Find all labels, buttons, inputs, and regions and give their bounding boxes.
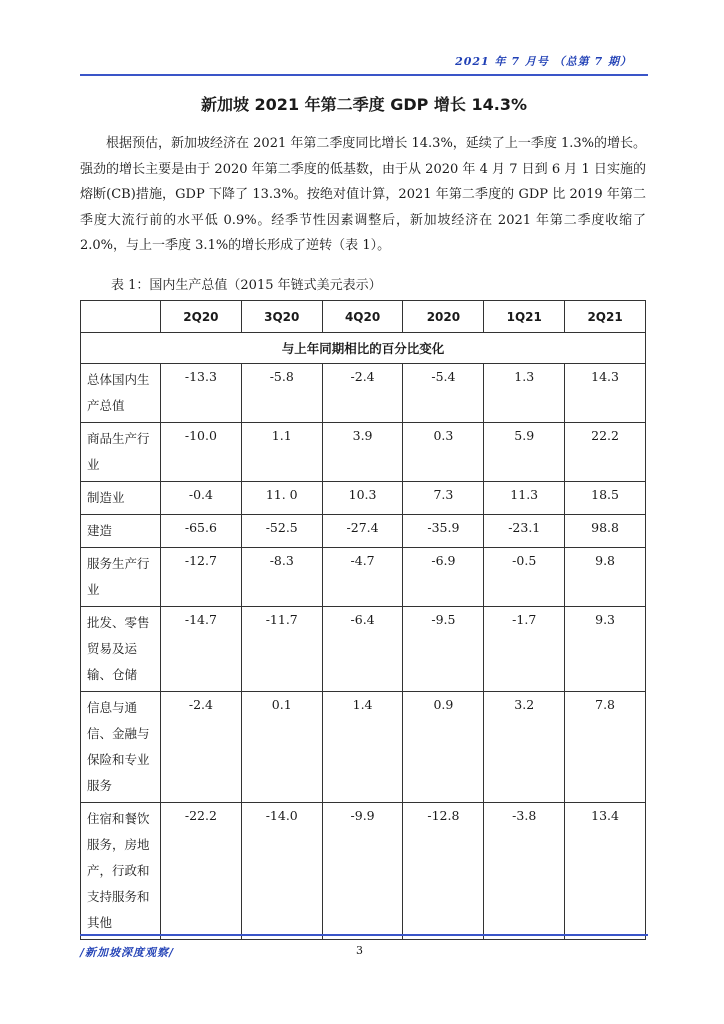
table-row (81, 364, 646, 423)
table-cell: 18.5 (565, 482, 646, 515)
table-cell: 1.4 (322, 692, 403, 803)
table-cell: -52.5 (241, 515, 322, 548)
gdp-table (80, 300, 646, 940)
table-cell: -5.4 (403, 364, 484, 423)
table-cell: -27.4 (322, 515, 403, 548)
section-row (81, 333, 646, 364)
table-row (81, 482, 646, 515)
table-cell: -14.7 (161, 607, 242, 692)
table-cell: 3.9 (322, 423, 403, 482)
issue-header: 2021 年 7 月号 （总第 7 期） (455, 55, 632, 68)
table-cell: -13.3 (161, 364, 242, 423)
table-row (81, 548, 646, 607)
column-header: 2Q20 (161, 301, 242, 333)
section-title: 与上年同期相比的百分比变化 (81, 333, 646, 364)
table-cell: -2.4 (322, 364, 403, 423)
table-cell: 1.1 (241, 423, 322, 482)
row-label: 建造 (81, 515, 161, 548)
table-cell: -22.2 (161, 803, 242, 940)
page-number: 3 (356, 944, 363, 957)
column-header: 1Q21 (484, 301, 565, 333)
table-cell: -5.8 (241, 364, 322, 423)
row-label: 总体国内生产总值 (81, 364, 161, 423)
table-cell: 7.8 (565, 692, 646, 803)
row-label: 商品生产行业 (81, 423, 161, 482)
table-cell: -4.7 (322, 548, 403, 607)
table-cell: 9.3 (565, 607, 646, 692)
article-title: 新加坡 2021 年第二季度 GDP 增长 14.3% (200, 95, 528, 114)
table-cell: -65.6 (161, 515, 242, 548)
table-cell: -3.8 (484, 803, 565, 940)
table-cell: 11. 0 (241, 482, 322, 515)
footer-divider (80, 934, 648, 936)
row-label: 制造业 (81, 482, 161, 515)
table-cell: 13.4 (565, 803, 646, 940)
table-row (81, 423, 646, 482)
table-cell: -9.9 (322, 803, 403, 940)
table-row (81, 803, 646, 940)
column-header: 4Q20 (322, 301, 403, 333)
row-label: 住宿和餐饮服务，房地产，行政和支持服务和其他 (81, 803, 161, 940)
table-caption: 表 1：国内生产总值（2015 年链式美元表示） (111, 278, 382, 293)
table-cell: -6.9 (403, 548, 484, 607)
table-cell: -9.5 (403, 607, 484, 692)
row-label: 批发、零售贸易及运输、仓储 (81, 607, 161, 692)
table-row (81, 607, 646, 692)
row-label: 服务生产行业 (81, 548, 161, 607)
table-cell: 5.9 (484, 423, 565, 482)
table-row (81, 515, 646, 548)
table-cell: -1.7 (484, 607, 565, 692)
table-cell: 10.3 (322, 482, 403, 515)
table-cell: -6.4 (322, 607, 403, 692)
body-paragraph: 根据预估，新加坡经济在 2021 年第二季度同比增长 14.3%，延续了上一季度 1.3%的增长。强劲的增长主要是由于 2020 年第二季度的低基数，由于从 2020 年 4 月 7 日到 6 月 1 日实施的熔断(CB)措施，GDP 下降了 13.3%。按绝对值计算，2021 年第二季度的 GDP 比 2019 年第二季度大流行前的水平低 0.9%。经季节性因素调整后，新加坡经济在 2021 年第二季度收缩了 2.0%，与上一季度 3.1%的增长形成了逆转（表 1）。 (80, 136, 646, 253)
corner-cell (81, 301, 161, 333)
table-header-row (81, 301, 646, 333)
table-cell: -0.5 (484, 548, 565, 607)
table-cell: 9.8 (565, 548, 646, 607)
table-cell: -23.1 (484, 515, 565, 548)
table-cell: -10.0 (161, 423, 242, 482)
table-cell: 0.9 (403, 692, 484, 803)
table-cell: 22.2 (565, 423, 646, 482)
table-cell: -35.9 (403, 515, 484, 548)
table-cell: 3.2 (484, 692, 565, 803)
table-cell: 0.1 (241, 692, 322, 803)
table-row (81, 692, 646, 803)
table-cell: 98.8 (565, 515, 646, 548)
header-divider (80, 74, 648, 76)
table-cell: -14.0 (241, 803, 322, 940)
column-header: 3Q20 (241, 301, 322, 333)
row-label: 信息与通信、金融与保险和专业服务 (81, 692, 161, 803)
table-cell: -2.4 (161, 692, 242, 803)
table-cell: -12.7 (161, 548, 242, 607)
table-cell: 7.3 (403, 482, 484, 515)
table-cell: 14.3 (565, 364, 646, 423)
table-cell: 11.3 (484, 482, 565, 515)
table-cell: 0.3 (403, 423, 484, 482)
column-header: 2020 (403, 301, 484, 333)
publication-name: /新加坡深度观察/ (80, 946, 175, 959)
column-header: 2Q21 (565, 301, 646, 333)
table-cell: -12.8 (403, 803, 484, 940)
table-cell: -8.3 (241, 548, 322, 607)
table-cell: 1.3 (484, 364, 565, 423)
table-cell: -0.4 (161, 482, 242, 515)
table-cell: -11.7 (241, 607, 322, 692)
